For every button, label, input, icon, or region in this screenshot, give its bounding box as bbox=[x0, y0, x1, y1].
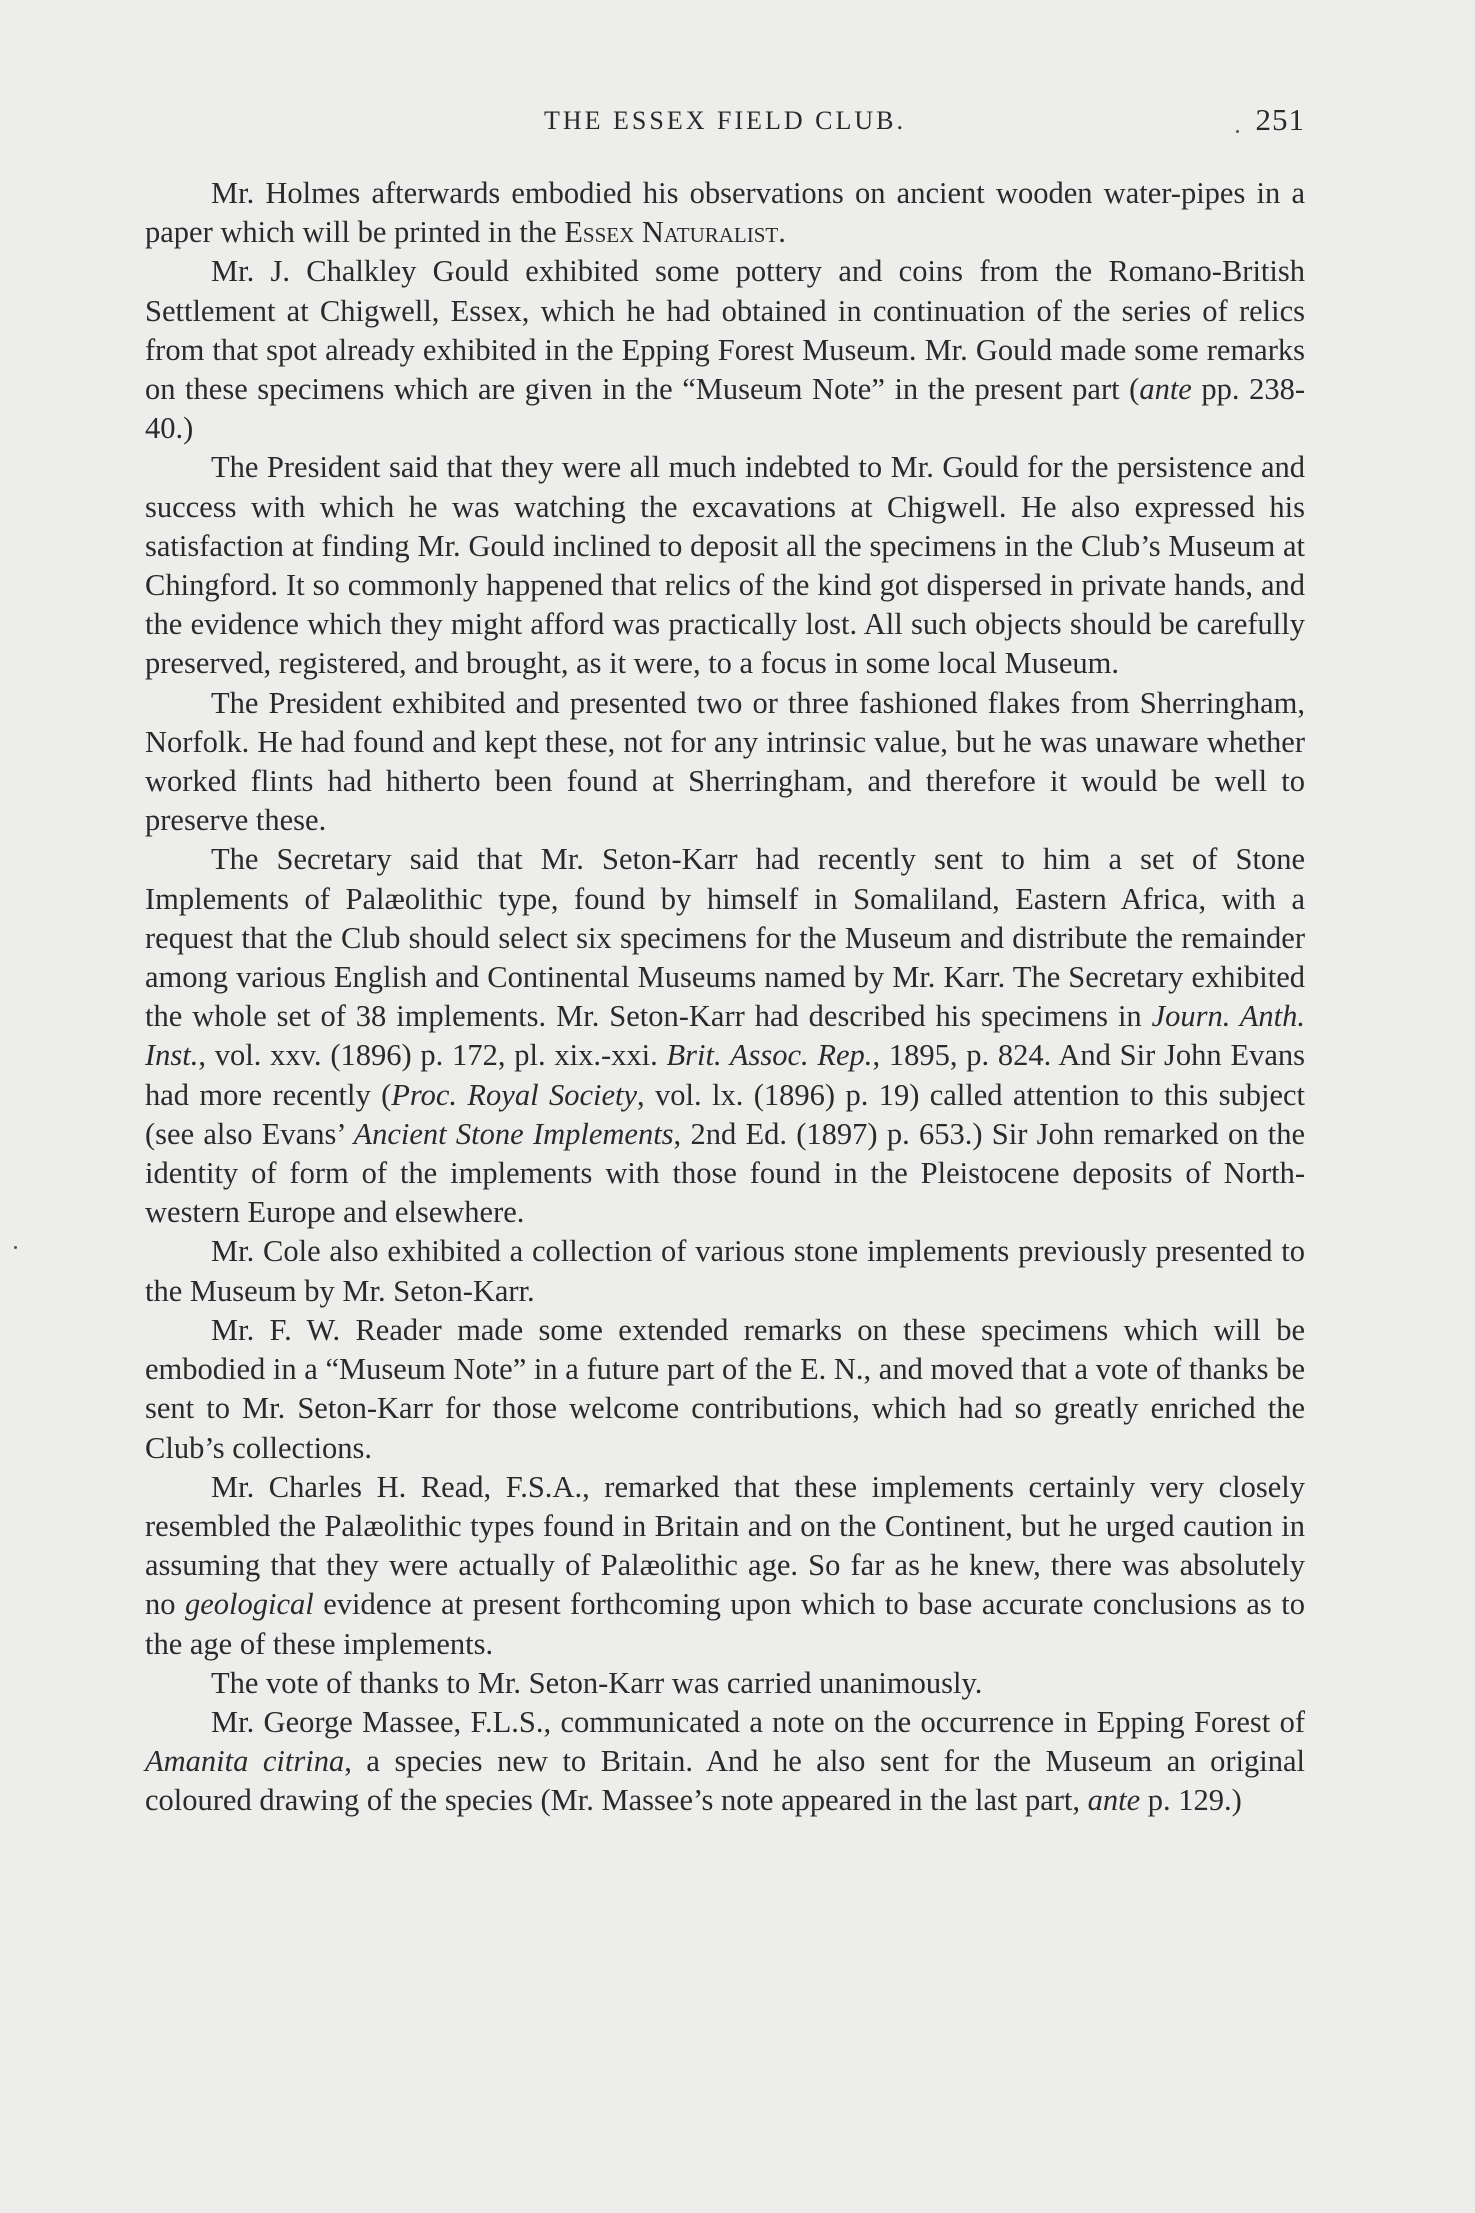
italic-text: Ancient Stone Implements bbox=[353, 1116, 674, 1151]
paragraph bbox=[145, 448, 1305, 683]
text-run: Mr. Charles H. Read, F.S.A., remarked that these implements certainly very closely resembled the Palæolithic types found in Britain and on the Continent, but he urged caution in assuming that they were actually of Palæolithic age. So far as he knew, there was absolutely no bbox=[145, 1469, 1305, 1622]
page-number: 251 bbox=[1255, 102, 1305, 137]
text-run: pp. 238-40.) bbox=[145, 372, 1305, 446]
text-run: The President exhibited and presented two or three fashioned flakes from Sherringham, Norfolk. He had found and kept these, not for any intrinsic value, but he was unaware whether worked flints had hitherto been found at Sherringham, and therefore it would be well to preserve these. bbox=[145, 685, 1305, 838]
text-run: , vol. xxv. (1896) p. 172, pl. xix.-xxi. bbox=[198, 1038, 667, 1073]
italic-text: ante bbox=[1087, 1783, 1141, 1818]
italic-text: Amanita citrina bbox=[145, 1744, 345, 1779]
text-run: The vote of thanks to Mr. Seton-Karr was carried unanimously. bbox=[211, 1665, 983, 1700]
text-run: The President said that they were all much indebted to Mr. Gould for the persistence and success with which he was watching the excavations at Chigwell. He also expressed his satisfaction at finding Mr. Gould inclined to deposit all the specimens in the Club’s Museum at Chingford. It so commonly happened that relics of the kind got dispersed in private hands, and the evidence which they might afford was practically lost. All such objects should be carefully preserved, registered, and brought, as it were, to a focus in some local Museum. bbox=[145, 450, 1305, 681]
text-run: , a species new to Britain. And he also sent for the Museum an original coloured drawing of the species (Mr. Massee’s note appeared in the last part, bbox=[145, 1744, 1306, 1818]
body-text bbox=[145, 174, 1305, 1821]
paragraph bbox=[145, 1311, 1305, 1468]
italic-text: Brit. Assoc. Rep. bbox=[666, 1038, 873, 1073]
paragraph bbox=[145, 174, 1305, 252]
paragraph bbox=[145, 1703, 1305, 1821]
text-run: Mr. F. W. Reader made some extended remarks on these specimens which will be embodied in a “Museum Note” in a future part of the E. N., and moved that a vote of thanks be sent to Mr. Seton-Karr for those welcome contributions, which had so greatly enriched the Club’s collections. bbox=[145, 1312, 1305, 1465]
italic-text: Journ. Anth. Inst. bbox=[145, 999, 1305, 1073]
italic-text: Proc. Royal Society bbox=[391, 1077, 638, 1112]
text-run: , vol. lx. (1896) p. 19) called attention to this subject (see also Evans’ bbox=[145, 1077, 1306, 1151]
paragraph bbox=[145, 840, 1305, 1232]
text-run: Mr. George Massee, F.L.S., communicated a note on the occurrence in Epping Forest of bbox=[211, 1704, 1305, 1739]
paragraph bbox=[145, 1664, 1305, 1703]
text-run: evidence at present forthcoming upon which to base accurate conclusions as to the age of these implements. bbox=[145, 1587, 1306, 1661]
italic-text: geological bbox=[185, 1587, 314, 1622]
text-run: The Secretary said that Mr. Seton-Karr had recently sent to him a set of Stone Implements of Palæolithic type, found by himself in Somaliland, Eastern Africa, with a request that the Club should select six specimens for the Museum and distribute the remainder among various English and Continental Museums named by Mr. Karr. The Secretary exhibited the whole set of 38 implements. Mr. Seton-Karr had described his specimens in bbox=[145, 842, 1305, 1034]
italic-text: ante bbox=[1139, 372, 1192, 407]
print-speck bbox=[14, 1246, 17, 1249]
text-run: , 1895, p. 824. And Sir John Evans had more recently ( bbox=[145, 1038, 1305, 1112]
paragraph bbox=[145, 1468, 1305, 1664]
print-speck bbox=[1236, 130, 1239, 133]
text-run: p. 129.) bbox=[1140, 1783, 1242, 1818]
text-run: Mr. Holmes afterwards embodied his observations on ancient wooden water-pipes in a paper which will be printed in the bbox=[145, 176, 1305, 250]
text-run: Mr. Cole also exhibited a collection of various stone implements previously presented to the Museum by Mr. Seton-Karr. bbox=[145, 1234, 1305, 1308]
paragraph bbox=[145, 1232, 1305, 1310]
text-run: Mr. J. Chalkley Gould exhibited some pottery and coins from the Romano-British Settlement at Chigwell, Essex, which he had obtained in continuation of the series of relics from that spot already exhibited in the Epping Forest Museum. Mr. Gould made some remarks on these specimens which are given in the “Museum Note” in the present part ( bbox=[145, 254, 1305, 407]
text-run: . bbox=[778, 215, 786, 250]
running-title: THE ESSEX FIELD CLUB. bbox=[544, 106, 906, 135]
paragraph bbox=[145, 684, 1305, 841]
small-caps-text: Essex Naturalist bbox=[564, 215, 779, 250]
text-run: , 2nd Ed. (1897) p. 653.) Sir John remarked on the identity of form of the implements with those found in the Pleistocene deposits of North-western Europe and elsewhere. bbox=[145, 1116, 1305, 1230]
paragraph bbox=[145, 252, 1305, 448]
page-header bbox=[145, 102, 1305, 142]
